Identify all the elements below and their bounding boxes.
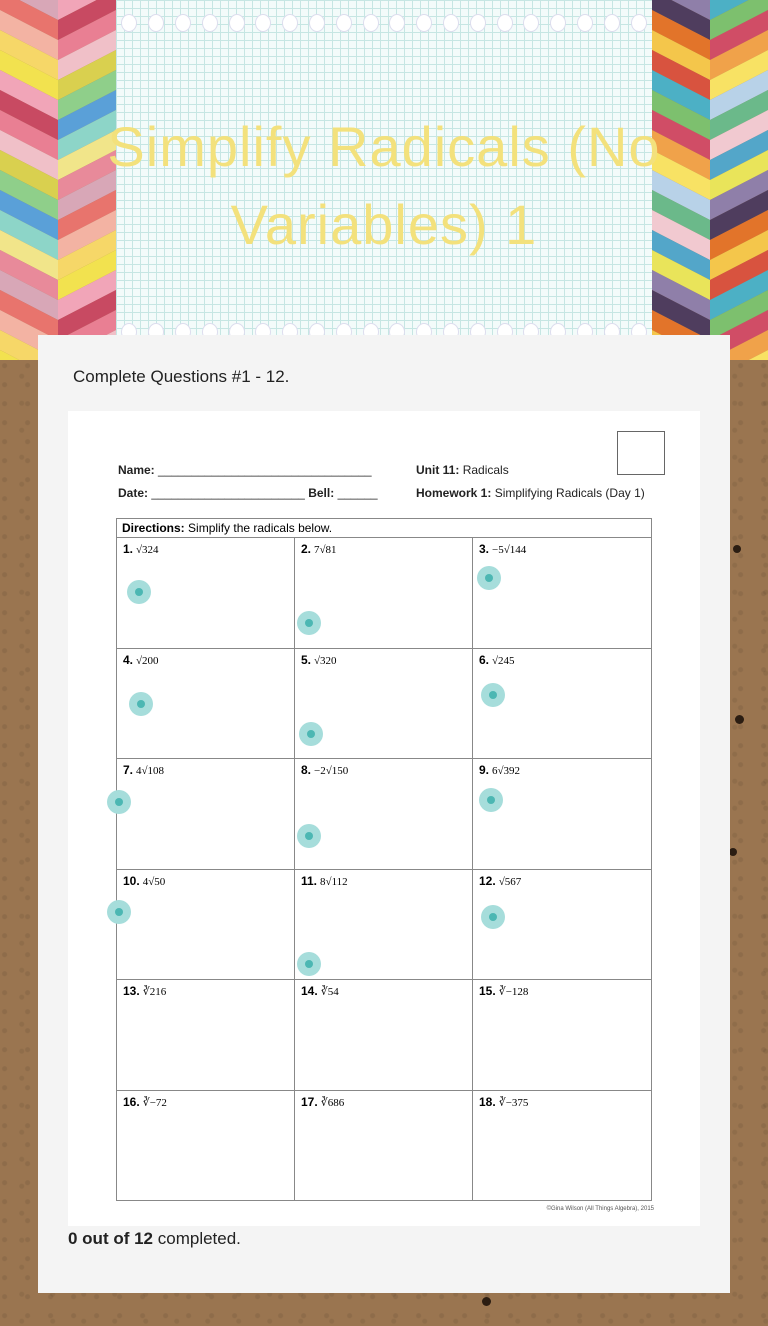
problem-expression: ∛216 (142, 986, 167, 998)
problem-cell (117, 870, 295, 981)
answer-hotspot[interactable] (481, 905, 505, 929)
problem-number: 8. (301, 763, 312, 777)
page-title: Simplify Radicals (No Variables) 1 (107, 115, 661, 256)
problem-number: 16. (123, 1094, 140, 1109)
answer-hotspot[interactable] (107, 900, 131, 924)
problem-number: 9. (479, 763, 490, 777)
assignment-card (38, 335, 730, 1293)
problem-expression: √567 (498, 875, 522, 888)
problem-expression: √245 (492, 654, 515, 667)
answer-hotspot[interactable] (479, 788, 503, 812)
problem-cell (117, 980, 295, 1091)
problem-expression: ∛54 (320, 986, 339, 998)
answer-hotspot[interactable] (107, 790, 131, 814)
answer-hotspot[interactable] (299, 722, 323, 746)
problem-number: 17. (301, 1094, 318, 1109)
problem-expression: √324 (136, 544, 159, 556)
problem-expression: 7√81 (314, 544, 337, 556)
problem-cell (295, 759, 473, 870)
problem-expression: 4√108 (136, 765, 165, 777)
problem-number: 3. (479, 542, 490, 556)
problem-cell (117, 1091, 295, 1202)
problem-number: 18. (479, 1094, 496, 1109)
problem-number: 1. (123, 542, 134, 556)
problem-number: 14. (301, 984, 318, 998)
problem-grid (116, 518, 652, 1201)
score-box (617, 431, 665, 475)
problem-expression: ∛686 (320, 1096, 345, 1109)
answer-hotspot[interactable] (127, 580, 151, 604)
problem-expression: ∛−375 (498, 1096, 529, 1109)
problem-number: 4. (123, 652, 134, 667)
name-field: Name: ________________________________ (118, 463, 372, 477)
answer-hotspot[interactable] (297, 824, 321, 848)
problem-expression: ∛−72 (142, 1096, 167, 1109)
progress-status: 0 out of 12 completed. (68, 1229, 241, 1248)
header-banner (0, 0, 768, 360)
problem-number: 12. (479, 873, 496, 888)
unit-label: Unit 11: Radicals (416, 463, 509, 477)
copyright-credit: ©Gina Wilson (All Things Algebra), 2015 (546, 1206, 654, 1212)
paper-holes-top (116, 13, 652, 33)
problem-number: 5. (301, 652, 312, 667)
problem-cell (473, 649, 651, 760)
answer-hotspot[interactable] (297, 952, 321, 976)
problem-number: 7. (123, 763, 134, 777)
problem-expression: 4√50 (142, 875, 166, 888)
directions-row: Directions: Simplify the radicals below. (117, 519, 651, 538)
problem-expression: 8√112 (320, 875, 348, 888)
chevron-pattern-left (0, 0, 116, 360)
problem-expression: √320 (314, 654, 337, 667)
problem-number: 6. (479, 652, 490, 667)
problem-cells (117, 538, 651, 1201)
problem-cell (117, 759, 295, 870)
ink-splat (733, 545, 741, 553)
problem-number: 11. (301, 873, 318, 888)
problem-cell (295, 1091, 473, 1202)
problem-expression: 6√392 (492, 765, 521, 777)
problem-cell (117, 649, 295, 760)
problem-cell (473, 759, 651, 870)
problem-cell (295, 870, 473, 981)
problem-cell (295, 649, 473, 760)
problem-cell (473, 980, 651, 1091)
problem-expression: √200 (136, 654, 159, 667)
worksheet-image (68, 411, 700, 1226)
problem-cell (295, 980, 473, 1091)
ink-splat (735, 715, 744, 724)
problem-number: 2. (301, 542, 312, 556)
ink-splat (482, 1297, 491, 1306)
answer-hotspot[interactable] (481, 683, 505, 707)
ink-splat (729, 848, 737, 856)
instructions-text: Complete Questions #1 - 12. (73, 367, 290, 386)
problem-cell (117, 538, 295, 649)
problem-expression: ∛−128 (498, 986, 529, 998)
problem-number: 13. (123, 984, 140, 998)
problem-number: 10. (123, 873, 140, 888)
homework-label: Homework 1: Simplifying Radicals (Day 1) (416, 486, 645, 500)
problem-number: 15. (479, 984, 496, 998)
date-field: Date: _______________________ Bell: ______ (118, 486, 378, 500)
answer-hotspot[interactable] (297, 611, 321, 635)
answer-hotspot[interactable] (477, 566, 501, 590)
problem-cell (295, 538, 473, 649)
problem-cell (473, 1091, 651, 1202)
problem-expression: −5√144 (492, 544, 527, 556)
problem-cell (473, 870, 651, 981)
problem-expression: −2√150 (314, 765, 349, 777)
problem-cell (473, 538, 651, 649)
answer-hotspot[interactable] (129, 692, 153, 716)
chevron-pattern-right (652, 0, 768, 360)
